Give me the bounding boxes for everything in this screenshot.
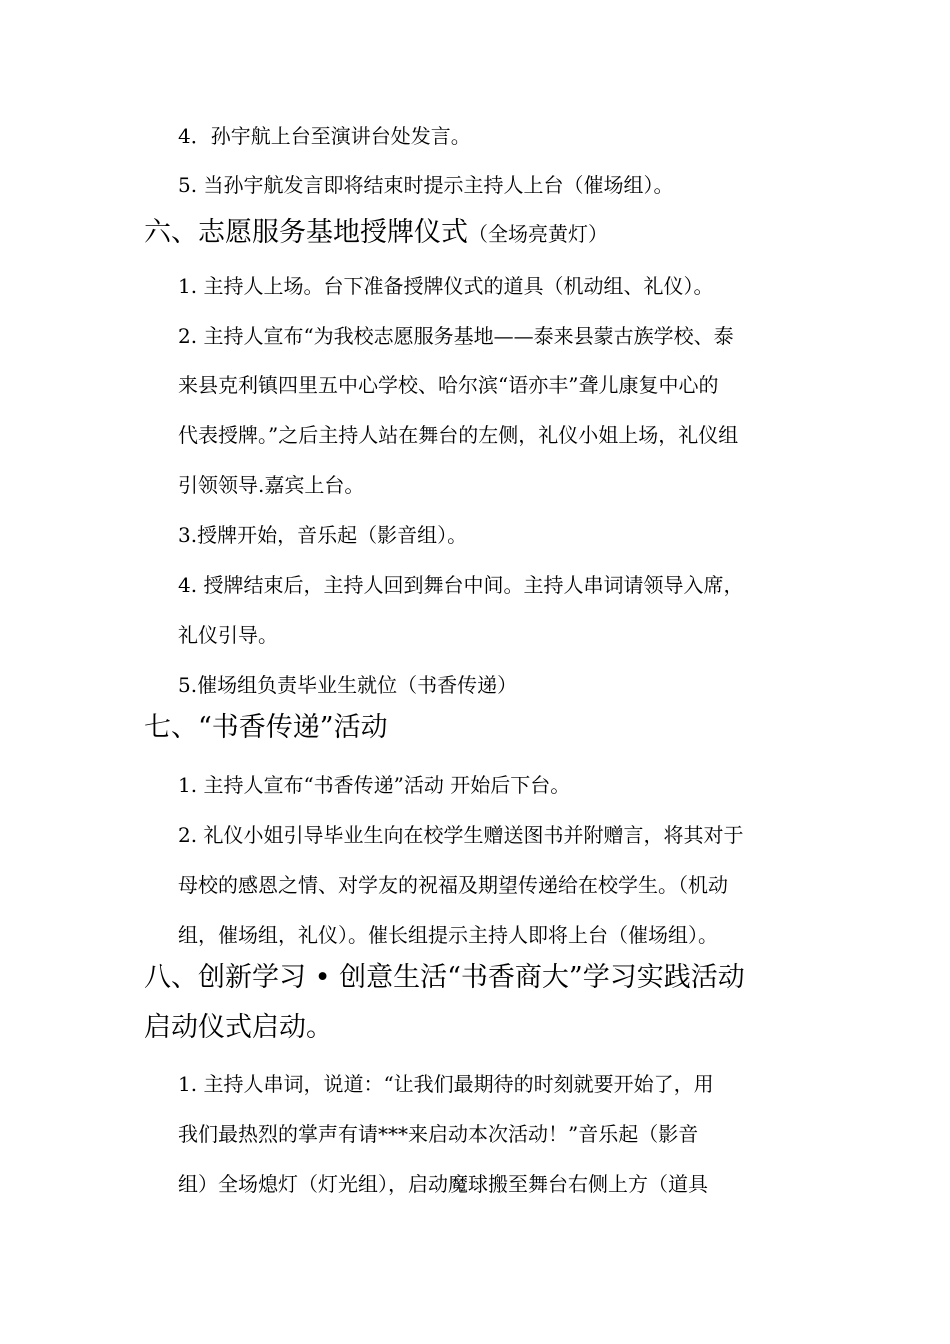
- section-6-step-3: 3.授牌开始，音乐起（影音组）。: [178, 523, 468, 547]
- section-6-heading: [144, 215, 608, 252]
- section-8-step-1: 1. 主持人串词，说道：“让我们最期待的时刻就要开始了，用: [178, 1072, 714, 1096]
- section-7-step-2-cont-1: 母校的感恩之情、对学友的祝福及期望传递给在校学生。（机动: [178, 873, 728, 897]
- section-8-step-1-cont-1: 我们最热烈的掌声有请***来启动本次活动！”音乐起（影音: [178, 1122, 699, 1146]
- section-8-heading-line-2: 启动仪式启动。: [144, 1012, 333, 1043]
- section-6-step-1: 1. 主持人上场。台下准备授牌仪式的道具（机动组、礼仪）。: [178, 274, 714, 298]
- section-7-step-2: 2. 礼仪小姐引导毕业生向在校学生赠送图书并附赠言，将其对于: [178, 823, 744, 847]
- step-5-speech-end: 5. 当孙宇航发言即将结束时提示主持人上台（催场组）。: [178, 173, 674, 197]
- section-6-step-2-cont-2: 代表授牌。”之后主持人站在舞台的左侧，礼仪小姐上场，礼仪组: [178, 423, 739, 447]
- section-7-step-2-cont-2: 组，催场组，礼仪）。催长组提示主持人即将上台（催场组）。: [178, 923, 718, 947]
- step-4-speech: 4．孙宇航上台至演讲台处发言。: [178, 124, 471, 148]
- section-7-heading: 七、“书香传递”活动: [144, 712, 388, 743]
- section-6-step-2-cont-3: 引领领导.嘉宾上台。: [178, 473, 365, 497]
- section-6-step-5: 5.催场组负责毕业生就位（书香传递）: [178, 673, 518, 697]
- section-8-heading-line-1: 八、创新学习 • 创意生活“书香商大”学习实践活动: [144, 962, 745, 993]
- section-6-step-4: 4. 授牌结束后，主持人回到舞台中间。主持人串词请领导入席，: [178, 573, 744, 597]
- section-8-step-1-cont-2: 组）全场熄灯（灯光组），启动魔球搬至舞台右侧上方（道具: [178, 1172, 708, 1196]
- section-6-step-2-cont-1: 来县克利镇四里五中心学校、哈尔滨“语亦丰”聋儿康复中心的: [178, 373, 719, 397]
- section-6-step-4-cont: 礼仪引导。: [178, 623, 278, 647]
- section-6-step-2: 2. 主持人宣布“为我校志愿服务基地——泰来县蒙古族学校、泰: [178, 324, 734, 348]
- section-6-note: （全场亮黄灯）: [468, 222, 608, 246]
- section-7-step-1: 1. 主持人宣布“书香传递”活动 开始后下台。: [178, 773, 571, 797]
- section-6-title: 六、志愿服务基地授牌仪式: [144, 217, 468, 248]
